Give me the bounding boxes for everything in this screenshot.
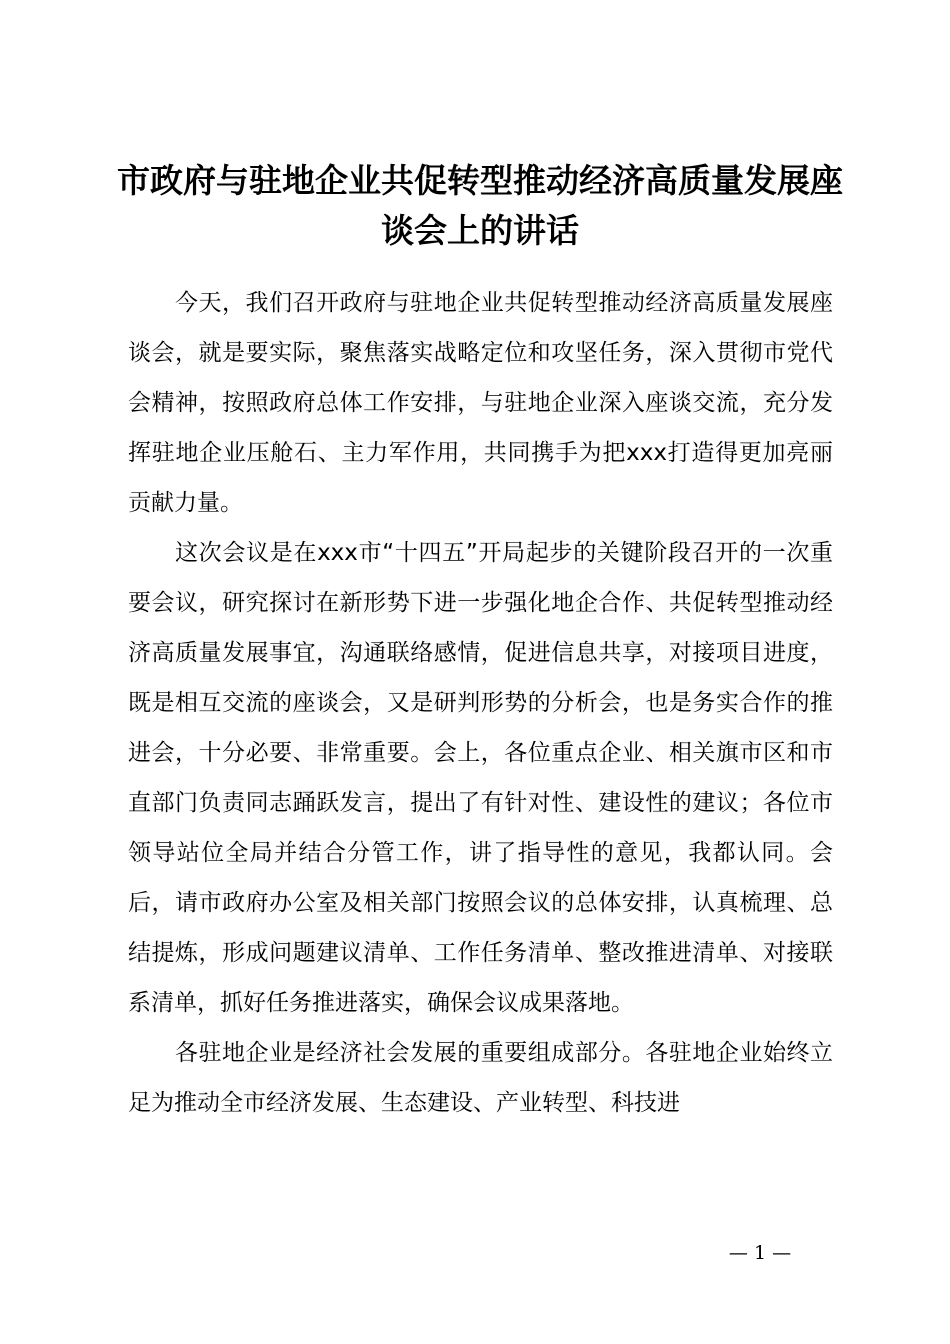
document-body: [128, 278, 833, 1128]
document-title: 市政府与驻地企业共促转型推动经济高质量发展座谈会上的讲话: [117, 161, 843, 250]
paragraph: 各驻地企业是经济社会发展的重要组成部分。各驻地企业始终立足为推动全市经济发展、生态建设、产业转型、科技进: [128, 1040, 833, 1116]
paragraph: 这次会议是在xxx市“十四五”开局起步的关键阶段召开的一次重要会议，研究探讨在新形势下进一步强化地企合作、共促转型推动经济高质量发展事宜，沟通联络感情，促进信息共享，对接项目进度，既是相互交流的座谈会，又是研判形势的分析会，也是务实合作的推进会，十分必要、非常重要。会上，各位重点企业、相关旗市区和市直部门负责同志踊跃发言，提出了有针对性、建设性的建议；各位市领导站位全局并结合分管工作，讲了指导性的意见，我都认同。会后，请市政府办公室及相关部门按照会议的总体安排，认真梳理、总结提炼，形成问题建议清单、工作任务清单、整改推进清单、对接联系清单，抓好任务推进落实，确保会议成果落地。: [128, 540, 833, 1016]
paragraph: 今天，我们召开政府与驻地企业共促转型推动经济高质量发展座谈会，就是要实际，聚焦落实战略定位和攻坚任务，深入贯彻市党代会精神，按照政府总体工作安排，与驻地企业深入座谈交流，充分发挥驻地企业压舱石、主力军作用，共同携手为把xxx打造得更加亮丽贡献力量。: [128, 290, 833, 516]
page-number: — 1 —: [728, 1242, 792, 1264]
